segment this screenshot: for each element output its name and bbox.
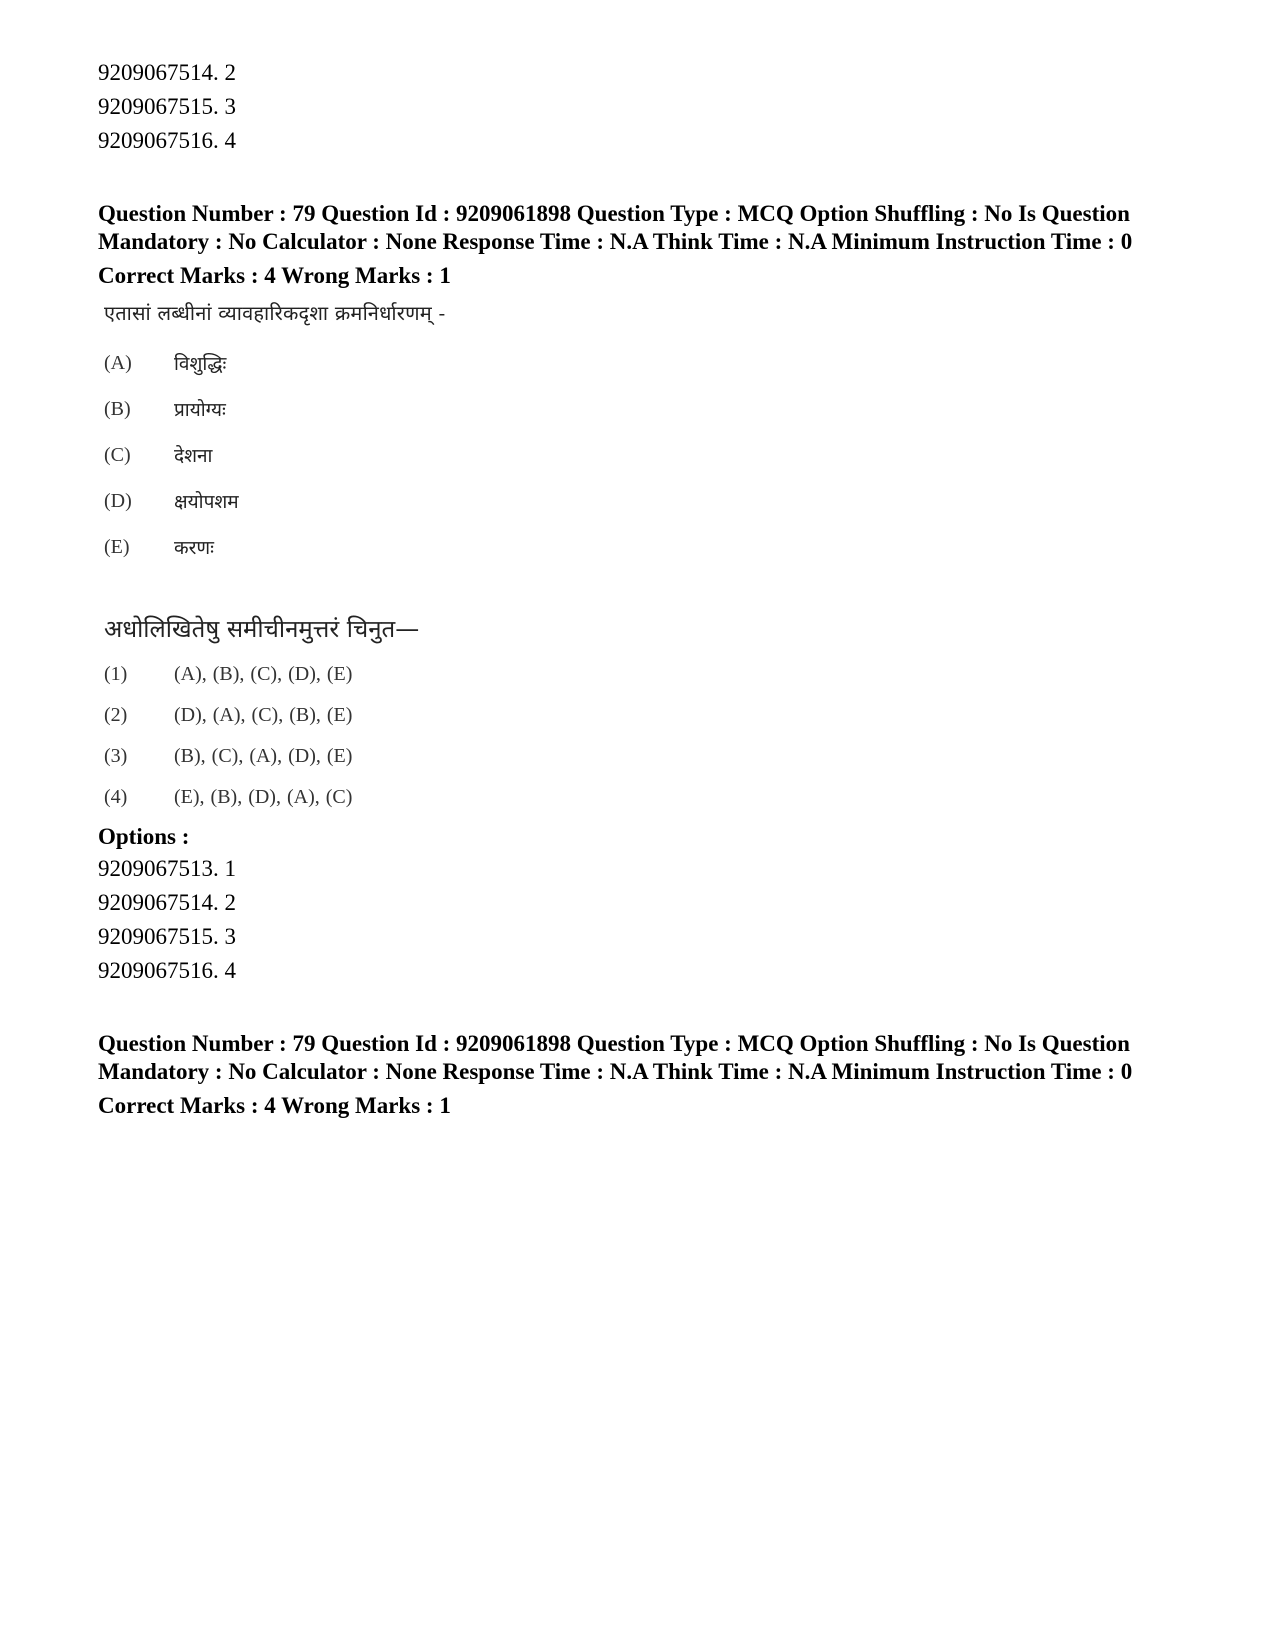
question-marks: Correct Marks : 4 Wrong Marks : 1 (98, 1093, 451, 1118)
answer-label: (2) (104, 704, 128, 726)
option-line: 9209067516. 4 (98, 958, 236, 983)
answer-text: (B), (C), (A), (D), (E) (174, 745, 353, 767)
answer-choice (104, 654, 1178, 695)
option-line: 9209067515. 3 (98, 94, 236, 119)
list-item (104, 386, 1178, 432)
answer-text: (D), (A), (C), (B), (E) (174, 704, 353, 726)
list-item (104, 524, 1178, 570)
question-marks: Correct Marks : 4 Wrong Marks : 1 (98, 263, 451, 288)
item-text: प्रायोग्यः (174, 399, 226, 421)
item-text: क्षयोपशम (174, 491, 239, 513)
option-line: 9209067516. 4 (98, 128, 236, 153)
option-line: 9209067513. 1 (98, 856, 236, 881)
question-header: Question Number : 79 Question Id : 9209061898 Question Type : MCQ Option Shuffling : No Is Question Mandatory : No Calculator : None Response Time : N.A Think Time : N.A Minimum Instruction Time : 0 (98, 1031, 1133, 1084)
question-header: Question Number : 79 Question Id : 9209061898 Question Type : MCQ Option Shuffling : No Is Question Mandatory : No Calculator : None Response Time : N.A Think Time : N.A Minimum Instruction Time : 0 (98, 201, 1133, 254)
item-text: करणः (174, 537, 214, 559)
question-instruction: अधोलिखितेषु समीचीनमुत्तरं चिनुत— (104, 615, 420, 643)
option-line: 9209067514. 2 (98, 890, 236, 915)
answer-text: (A), (B), (C), (D), (E) (174, 663, 353, 685)
list-item (104, 432, 1178, 478)
answer-label: (1) (104, 663, 128, 685)
item-label: (D) (104, 489, 132, 512)
question-block (98, 200, 1178, 988)
options-list (98, 852, 1178, 988)
answer-choice-list (104, 654, 1178, 818)
answer-text: (E), (B), (D), (A), (C) (174, 786, 353, 808)
option-line: 9209067514. 2 (98, 60, 236, 85)
item-list (104, 340, 1178, 570)
next-question-block (98, 1030, 1178, 1120)
item-label: (A) (104, 351, 132, 374)
answer-label: (4) (104, 786, 128, 808)
answer-choice (104, 736, 1178, 777)
answer-choice (104, 695, 1178, 736)
option-line: 9209067515. 3 (98, 924, 236, 949)
document-page (98, 56, 1178, 1120)
list-item (104, 478, 1178, 524)
item-label: (E) (104, 535, 130, 558)
answer-label: (3) (104, 745, 128, 767)
answer-choice (104, 777, 1178, 818)
item-text: देशना (174, 445, 213, 467)
item-label: (B) (104, 397, 131, 420)
options-heading: Options : (98, 824, 190, 849)
question-body (104, 298, 1178, 818)
question-stem: एतासां लब्धीनां व्यावहारिकदृशा क्रमनिर्धारणम् - (104, 301, 446, 325)
previous-options-list (98, 56, 1178, 158)
item-label: (C) (104, 443, 131, 466)
item-text: विशुद्धिः (174, 353, 227, 375)
list-item (104, 340, 1178, 386)
